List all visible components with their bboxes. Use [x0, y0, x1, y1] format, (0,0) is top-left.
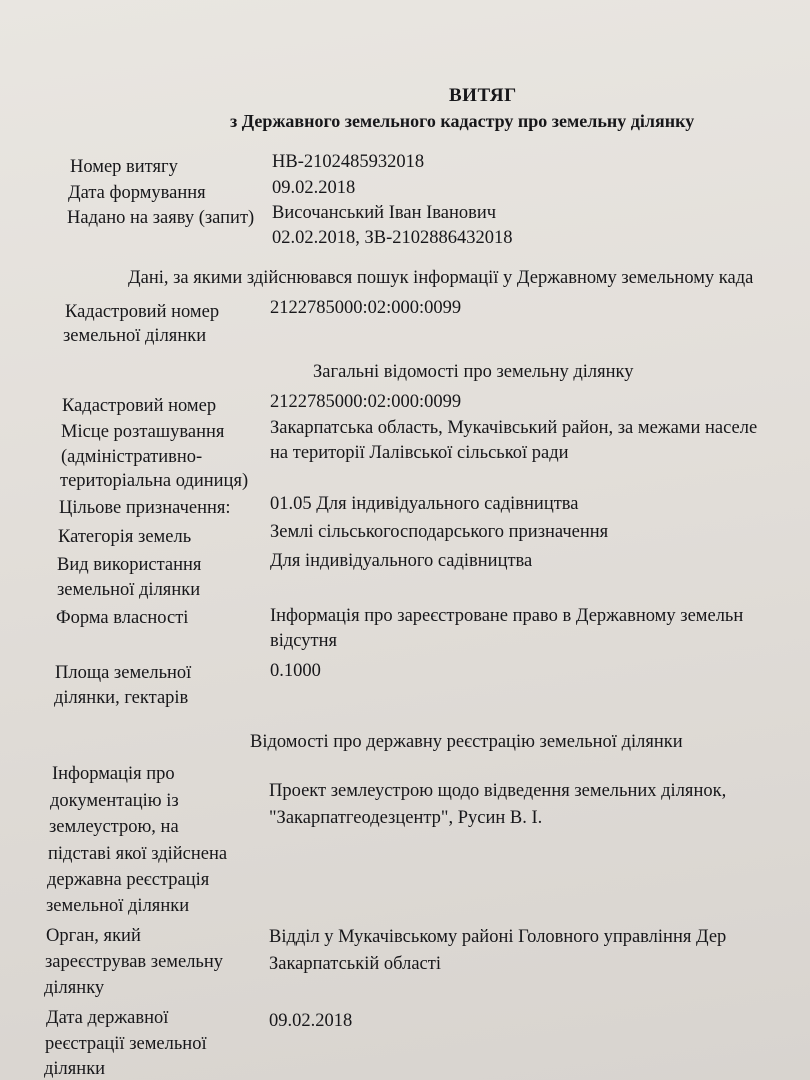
doc-label-line4: підставі якої здійснена — [48, 844, 228, 864]
organ-value-line1: Відділ у Мукачівському районі Головного управління Дер — [269, 927, 727, 947]
request-value-line2: 02.02.2018, ЗВ-2102886432018 — [272, 228, 513, 248]
ownership-label: Форма власності — [56, 608, 189, 628]
search-cadastral-label-line2: земельної ділянки — [63, 326, 207, 346]
doc-label-line6: земельної ділянки — [46, 896, 190, 916]
search-cadastral-label-line1: Кадастровий номер — [65, 302, 220, 322]
reg-date-label-line2: реєстрації земельної — [45, 1034, 207, 1054]
location-value-line2: на території Лалівської сільської ради — [270, 443, 569, 463]
area-label-line1: Площа земельної — [55, 663, 192, 683]
ownership-value-line2: відсутня — [270, 631, 337, 651]
request-value-line1: Височанський Іван Іванович — [272, 203, 497, 223]
area-label-line2: ділянки, гектарів — [54, 688, 189, 708]
usage-label-line1: Вид використання — [57, 555, 202, 575]
organ-label-line2: зареєстрував земельну — [45, 952, 224, 972]
search-section-heading: Дані, за якими здійснювався пошук інформації у Державному земельному када — [128, 268, 754, 288]
doc-label-line3: землеустрою, на — [49, 817, 179, 837]
extract-number-label: Номер витягу — [70, 157, 178, 177]
location-label-line1: Місце розташування — [61, 422, 225, 442]
usage-value: Для індивідуального садівництва — [270, 551, 533, 571]
extract-number-value: НВ-2102485932018 — [272, 152, 425, 172]
doc-label-line1: Інформація про — [52, 764, 175, 784]
area-value: 0.1000 — [270, 661, 321, 681]
doc-value-line2: "Закарпатгеодезцентр", Русин В. І. — [269, 808, 543, 828]
category-value: Землі сільськогосподарського призначення — [270, 522, 609, 542]
location-value-line1: Закарпатська область, Мукачівський район, за межами населе — [270, 418, 758, 438]
doc-value-line1: Проект землеустрою щодо відведення земельних ділянок, — [269, 781, 727, 801]
general-section-heading: Загальні відомості про земельну ділянку — [313, 362, 634, 382]
usage-label-line2: земельної ділянки — [57, 580, 201, 600]
general-cadastral-value: 2122785000:02:000:0099 — [270, 392, 462, 412]
organ-label-line3: ділянку — [44, 978, 105, 998]
reg-date-label-line1: Дата державної — [46, 1008, 169, 1028]
organ-label-line1: Орган, який — [46, 926, 141, 946]
purpose-value: 01.05 Для індивідуального садівництва — [270, 494, 579, 514]
search-cadastral-value: 2122785000:02:000:0099 — [270, 298, 462, 318]
registration-section-heading: Відомості про державну реєстрацію земельної ділянки — [250, 732, 683, 752]
location-label-line2: (адміністративно- — [61, 447, 203, 467]
category-label: Категорія земель — [58, 527, 192, 547]
doc-label-line2: документацію із — [50, 791, 179, 811]
ownership-value-line1: Інформація про зареєстроване право в Державному земельн — [270, 606, 744, 626]
document-subtitle: з Державного земельного кадастру про земельну ділянку — [230, 111, 695, 131]
general-cadastral-label: Кадастровий номер — [62, 396, 217, 416]
doc-label-line5: державна реєстрація — [47, 870, 210, 890]
organ-value-line2: Закарпатській області — [269, 954, 441, 974]
extract-date-value: 09.02.2018 — [272, 178, 356, 198]
document-title: ВИТЯГ — [449, 85, 517, 106]
purpose-label: Цільове призначення: — [59, 498, 231, 518]
reg-date-value: 09.02.2018 — [269, 1011, 353, 1031]
reg-date-label-line3: ділянки — [44, 1059, 106, 1079]
extract-date-label: Дата формування — [68, 183, 206, 203]
request-label: Надано на заяву (запит) — [67, 208, 255, 228]
location-label-line3: територіальна одиниця) — [60, 471, 249, 491]
